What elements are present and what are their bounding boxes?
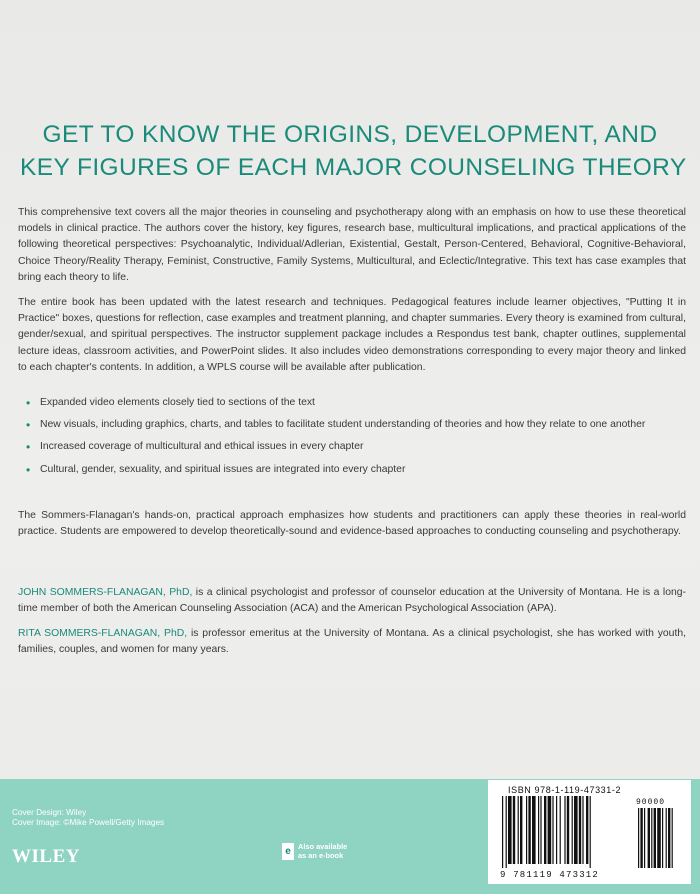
cover-image-credit: Cover Image: ©Mike Powell/Getty Images xyxy=(12,818,165,827)
author-bio-john xyxy=(18,585,686,617)
feature-list xyxy=(26,395,646,484)
ebook-availability xyxy=(298,842,347,860)
headline-line-2: KEY FIGURES OF EACH MAJOR COUNSELING THEORY xyxy=(20,154,687,181)
author-name-rita: RITA SOMMERS-FLANAGAN, PhD, xyxy=(18,628,188,639)
author-bio-text: is a clinical psychologist and professor of counselor education at the University of Montana. He is a long-time member of both the American Counseling Association (ACA) and the American Psychological Association (APA). xyxy=(18,587,686,615)
description-paragraph-1: This comprehensive text covers all the major theories in counseling and psychotherapy along with an emphasis on how to use these theoretical models in clinical practice. The authors cover the history, key figures, research base, multicultural implications, and practical applications of the following theoretical perspectives: Psychoanalytic, Individual/Adlerian, Existential, Gestalt, Person-Centered, Behavioral, Cognitive-Behavioral, Choice Theory/Reality Therapy, Feminist, Constructive, Family Systems, Multicultural, and Eclectic/Integrative. This text has case examples that bring each theory to life. xyxy=(18,207,686,283)
description-paragraph-2: The entire book has been updated with the latest research and techniques. Pedagogical features include learner objectives, "Putting It in Practice" boxes, questions for reflection, case examples and treatment planning, and chapter summaries. Every theory is examined from cultural, gender/sexual, and spiritual perspectives. The instructor supplement package includes a Respondus test bank, chapter outlines, supplemental lecture ideas, classroom activities, and PowerPoint slides. It also includes video demonstrations corresponding to every major theory and linked to each chapter's contents. In addition, a WPLS course will be available after publication. xyxy=(18,297,686,373)
headline xyxy=(20,118,687,184)
bullet-dot-icon: • xyxy=(26,462,31,477)
ebook-icon: e xyxy=(282,843,294,860)
barcode-icon xyxy=(500,796,686,870)
bullet-dot-icon: • xyxy=(26,440,31,455)
ebook-line-2: as an e-book xyxy=(298,851,344,860)
bullet-dot-icon: • xyxy=(26,396,31,410)
feature-list-item: • New visuals, including graphics, charts, and tables to facilitate student understanding of theories and how they relate to one another xyxy=(26,418,646,433)
price-code: 90000 xyxy=(636,798,666,807)
description-paragraph-3: The Sommers-Flanagan's hands-on, practical approach emphasizes how students and practitioners can apply these theories in real-world practice. Students are empowered to develop theoretically-sound and evidence-based approaches to conducting counseling and psychotherapy. xyxy=(18,510,686,538)
barcode-number: 9 781119 473312 xyxy=(500,870,600,880)
feature-list-item: • Expanded video elements closely tied to sections of the text xyxy=(26,396,315,410)
publisher-logo: WILEY xyxy=(12,846,80,867)
author-bio-rita xyxy=(18,626,686,658)
ebook-line-1: Also available xyxy=(298,842,348,851)
feature-list-item: • Increased coverage of multicultural and ethical issues in every chapter xyxy=(26,440,364,455)
cover-design-credit: Cover Design: Wiley xyxy=(12,808,87,817)
isbn-label: ISBN 978-1-119-47331-2 xyxy=(508,785,622,795)
author-bio-text: is professor emeritus at the University of Montana. As a clinical psychologist, she has worked with youth, families, couples, and women for many years. xyxy=(18,628,686,656)
author-name-john: JOHN SOMMERS-FLANAGAN, PhD, xyxy=(18,587,193,598)
bullet-dot-icon: • xyxy=(26,418,31,433)
feature-list-item: • Cultural, gender, sexuality, and spiritual issues are integrated into every chapter xyxy=(26,462,406,477)
headline-line-1: GET TO KNOW THE ORIGINS, DEVELOPMENT, AND xyxy=(42,121,658,148)
